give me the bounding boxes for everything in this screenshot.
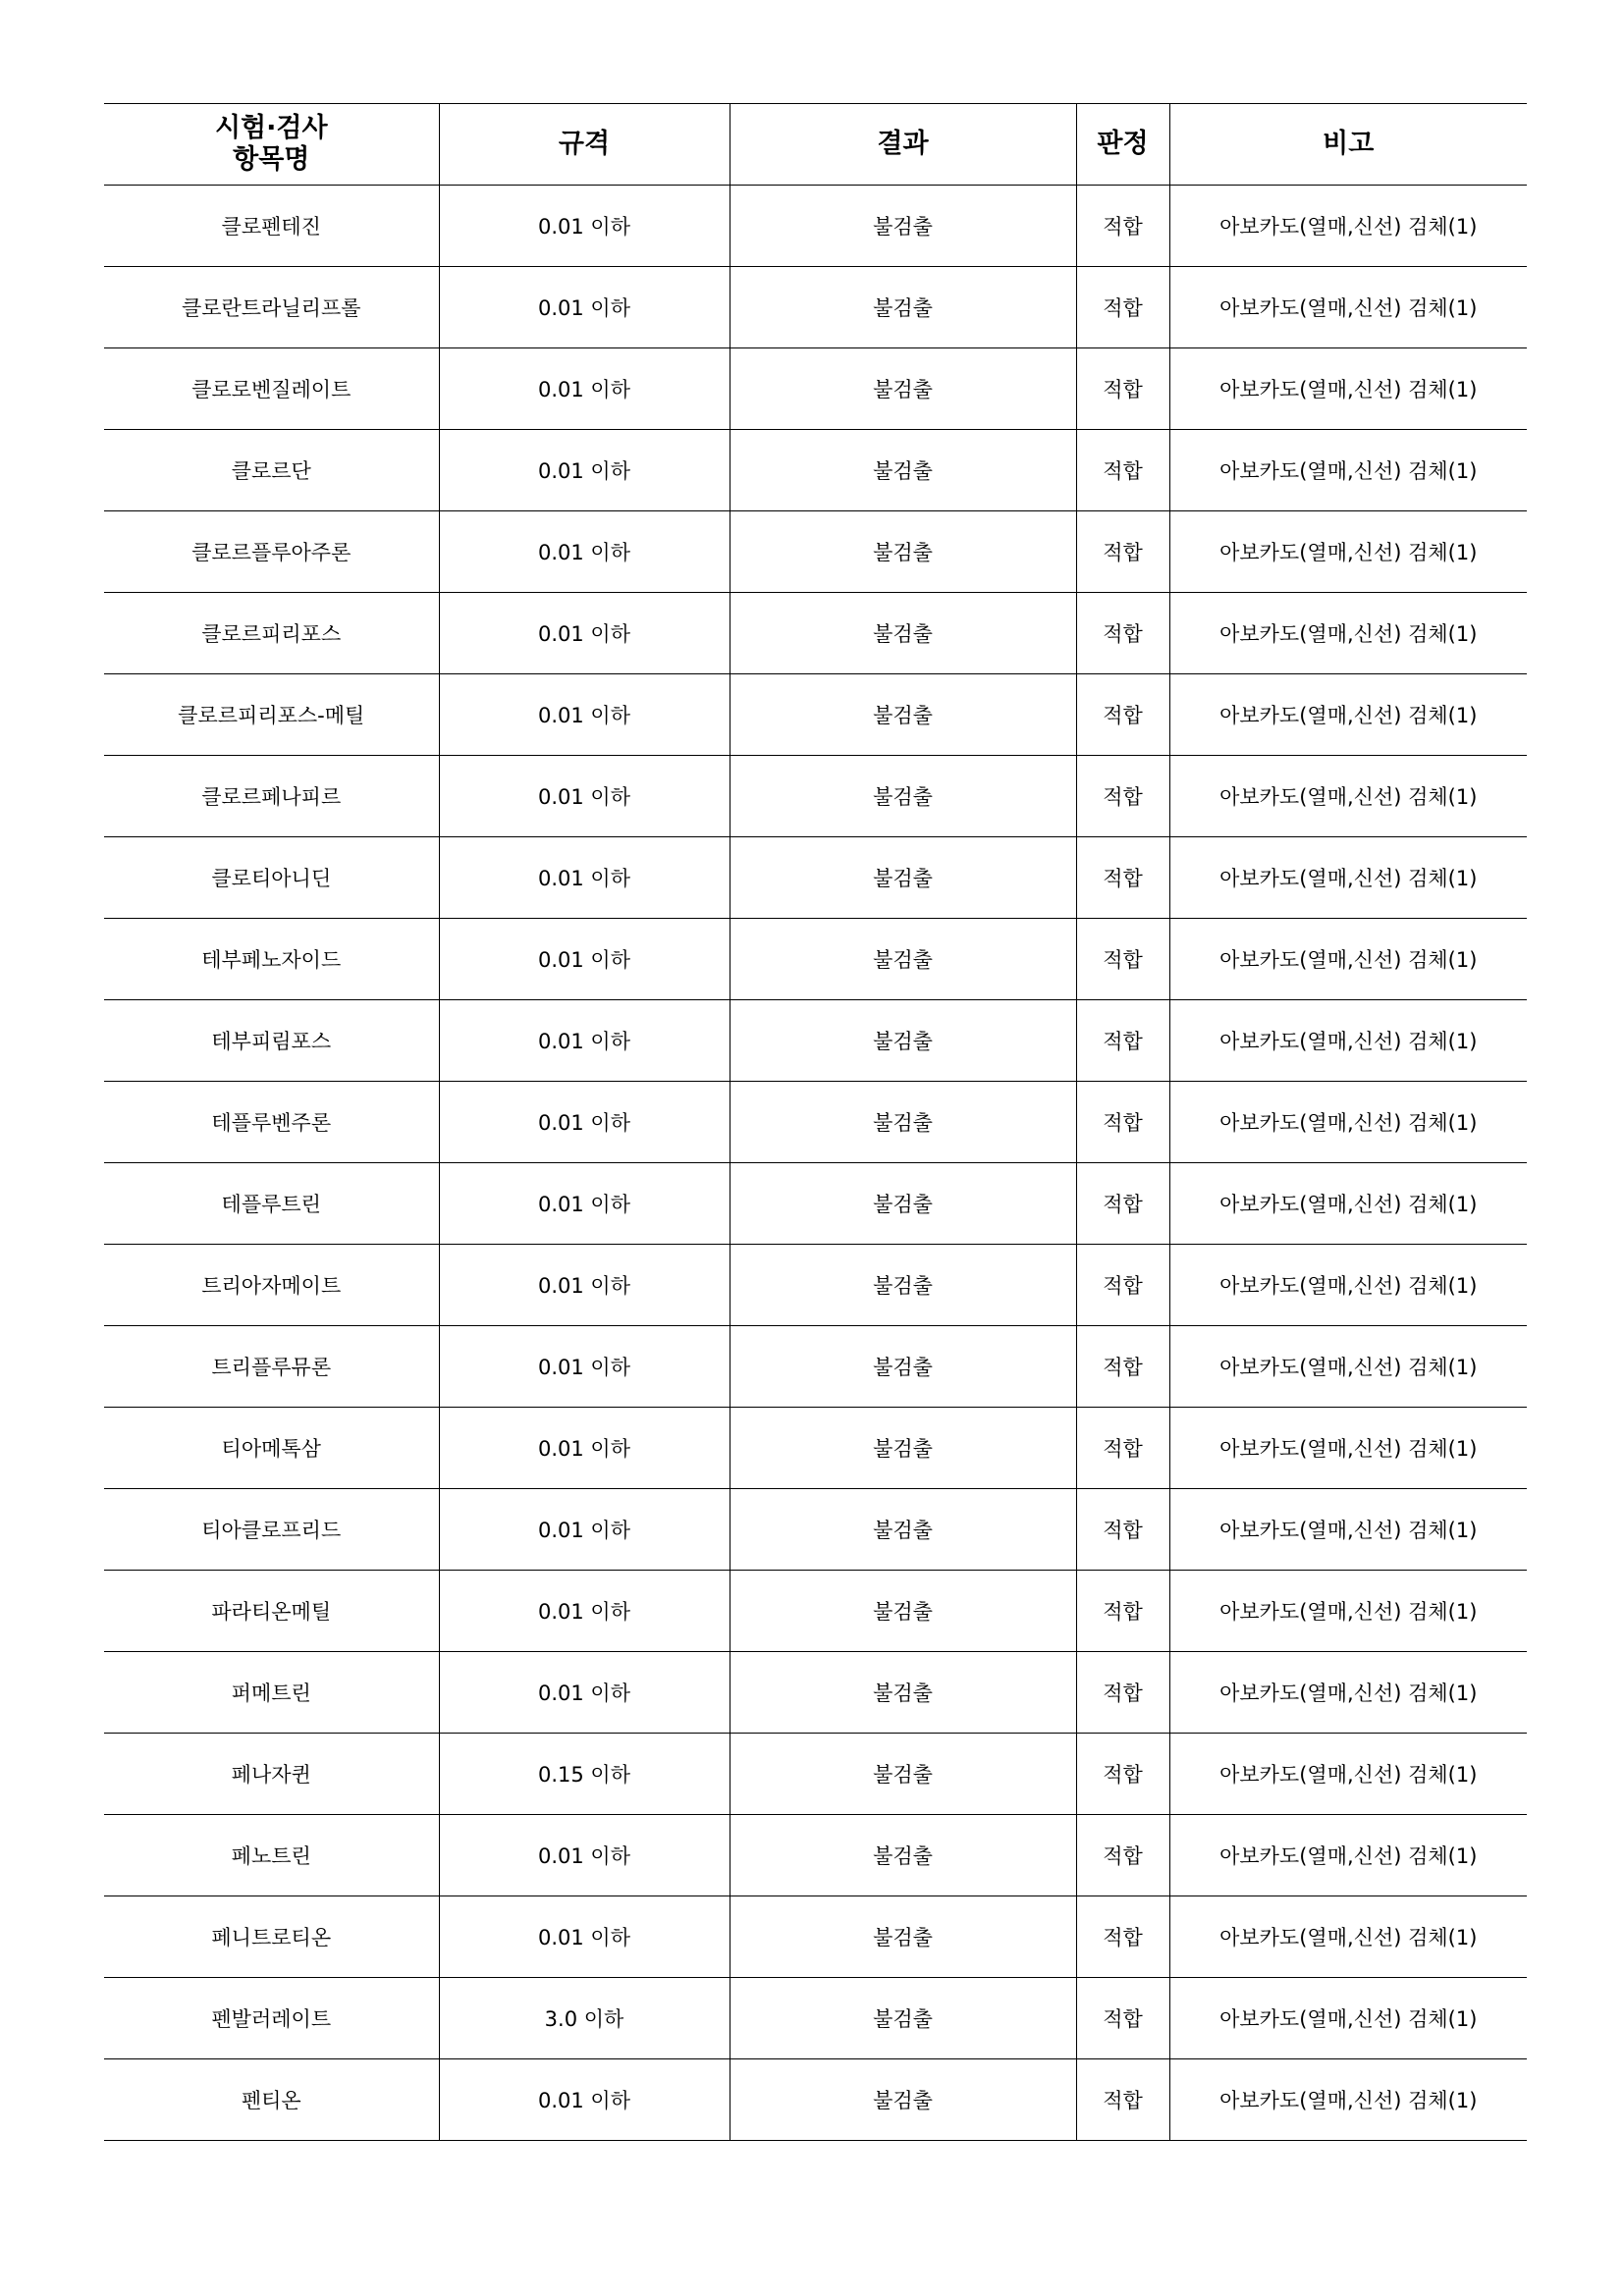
table-row — [104, 837, 1527, 919]
cell-judgment: 적합 — [1076, 593, 1169, 674]
header-item-name-line1: 시험·검사 — [214, 113, 328, 143]
header-judgment: 판정 — [1076, 104, 1169, 186]
cell-result: 불검출 — [730, 430, 1076, 511]
cell-spec: 0.01 이하 — [439, 430, 730, 511]
table-row — [104, 1571, 1527, 1652]
cell-spec: 0.01 이하 — [439, 837, 730, 919]
table-row — [104, 430, 1527, 511]
cell-note: 아보카도(열매,신선) 검체(1) — [1169, 1326, 1527, 1408]
cell-item-name: 페나자퀸 — [104, 1734, 439, 1815]
table-row — [104, 1734, 1527, 1815]
cell-result: 불검출 — [730, 2059, 1076, 2141]
cell-item-name: 테플루트린 — [104, 1163, 439, 1245]
cell-note: 아보카도(열매,신선) 검체(1) — [1169, 1571, 1527, 1652]
cell-item-name: 파라티온메틸 — [104, 1571, 439, 1652]
cell-spec: 0.01 이하 — [439, 756, 730, 837]
cell-note: 아보카도(열매,신선) 검체(1) — [1169, 511, 1527, 593]
cell-result: 불검출 — [730, 511, 1076, 593]
cell-spec: 0.01 이하 — [439, 674, 730, 756]
table-row — [104, 1082, 1527, 1163]
table-row — [104, 1245, 1527, 1326]
cell-judgment: 적합 — [1076, 430, 1169, 511]
cell-judgment: 적합 — [1076, 1408, 1169, 1489]
cell-note: 아보카도(열매,신선) 검체(1) — [1169, 1082, 1527, 1163]
cell-spec: 0.01 이하 — [439, 1000, 730, 1082]
cell-note: 아보카도(열매,신선) 검체(1) — [1169, 348, 1527, 430]
cell-judgment: 적합 — [1076, 186, 1169, 267]
cell-judgment: 적합 — [1076, 1000, 1169, 1082]
cell-item-name: 펜발러레이트 — [104, 1978, 439, 2059]
cell-note: 아보카도(열매,신선) 검체(1) — [1169, 674, 1527, 756]
table-row — [104, 1896, 1527, 1978]
cell-spec: 0.01 이하 — [439, 1571, 730, 1652]
cell-result: 불검출 — [730, 1896, 1076, 1978]
cell-item-name: 클로란트라닐리프롤 — [104, 267, 439, 348]
cell-spec: 0.15 이하 — [439, 1734, 730, 1815]
cell-judgment: 적합 — [1076, 1163, 1169, 1245]
header-result: 결과 — [730, 104, 1076, 186]
cell-result: 불검출 — [730, 1082, 1076, 1163]
cell-spec: 0.01 이하 — [439, 267, 730, 348]
table-row — [104, 756, 1527, 837]
cell-item-name: 트리아자메이트 — [104, 1245, 439, 1326]
cell-note: 아보카도(열매,신선) 검체(1) — [1169, 837, 1527, 919]
table-header — [104, 104, 1527, 186]
table-row — [104, 2059, 1527, 2141]
cell-note: 아보카도(열매,신선) 검체(1) — [1169, 1408, 1527, 1489]
cell-item-name: 페니트로티온 — [104, 1896, 439, 1978]
table-row — [104, 1489, 1527, 1571]
cell-spec: 0.01 이하 — [439, 1815, 730, 1896]
cell-judgment: 적합 — [1076, 511, 1169, 593]
cell-spec: 0.01 이하 — [439, 1408, 730, 1489]
cell-item-name: 클로펜테진 — [104, 186, 439, 267]
cell-result: 불검출 — [730, 1408, 1076, 1489]
table-row — [104, 348, 1527, 430]
cell-spec: 0.01 이하 — [439, 2059, 730, 2141]
table-row — [104, 919, 1527, 1000]
table-row — [104, 593, 1527, 674]
cell-note: 아보카도(열매,신선) 검체(1) — [1169, 1815, 1527, 1896]
table-row — [104, 1408, 1527, 1489]
cell-item-name: 테부피림포스 — [104, 1000, 439, 1082]
cell-judgment: 적합 — [1076, 1978, 1169, 2059]
cell-result: 불검출 — [730, 837, 1076, 919]
cell-note: 아보카도(열매,신선) 검체(1) — [1169, 1000, 1527, 1082]
cell-result: 불검출 — [730, 919, 1076, 1000]
cell-judgment: 적합 — [1076, 1326, 1169, 1408]
cell-result: 불검출 — [730, 1245, 1076, 1326]
cell-judgment: 적합 — [1076, 674, 1169, 756]
cell-note: 아보카도(열매,신선) 검체(1) — [1169, 1652, 1527, 1734]
cell-judgment: 적합 — [1076, 1815, 1169, 1896]
cell-item-name: 테부페노자이드 — [104, 919, 439, 1000]
cell-item-name: 펜티온 — [104, 2059, 439, 2141]
cell-judgment: 적합 — [1076, 267, 1169, 348]
cell-item-name: 클로로벤질레이트 — [104, 348, 439, 430]
cell-item-name: 티아메톡삼 — [104, 1408, 439, 1489]
cell-result: 불검출 — [730, 1978, 1076, 2059]
table-row — [104, 1652, 1527, 1734]
table-row — [104, 267, 1527, 348]
table-row — [104, 186, 1527, 267]
cell-item-name: 클로르페나피르 — [104, 756, 439, 837]
table-row — [104, 1978, 1527, 2059]
cell-spec: 0.01 이하 — [439, 1896, 730, 1978]
cell-item-name: 클로르단 — [104, 430, 439, 511]
cell-result: 불검출 — [730, 186, 1076, 267]
cell-spec: 0.01 이하 — [439, 186, 730, 267]
cell-judgment: 적합 — [1076, 1734, 1169, 1815]
cell-note: 아보카도(열매,신선) 검체(1) — [1169, 1978, 1527, 2059]
cell-result: 불검출 — [730, 1734, 1076, 1815]
cell-result: 불검출 — [730, 1571, 1076, 1652]
cell-spec: 0.01 이하 — [439, 1082, 730, 1163]
table-row — [104, 511, 1527, 593]
cell-judgment: 적합 — [1076, 2059, 1169, 2141]
cell-spec: 0.01 이하 — [439, 1326, 730, 1408]
cell-judgment: 적합 — [1076, 1652, 1169, 1734]
header-spec: 규격 — [439, 104, 730, 186]
cell-note: 아보카도(열매,신선) 검체(1) — [1169, 593, 1527, 674]
cell-note: 아보카도(열매,신선) 검체(1) — [1169, 2059, 1527, 2141]
cell-result: 불검출 — [730, 1163, 1076, 1245]
cell-result: 불검출 — [730, 348, 1076, 430]
cell-spec: 0.01 이하 — [439, 1245, 730, 1326]
cell-judgment: 적합 — [1076, 348, 1169, 430]
cell-note: 아보카도(열매,신선) 검체(1) — [1169, 186, 1527, 267]
cell-note: 아보카도(열매,신선) 검체(1) — [1169, 1163, 1527, 1245]
table-row — [104, 1163, 1527, 1245]
cell-judgment: 적합 — [1076, 1489, 1169, 1571]
cell-note: 아보카도(열매,신선) 검체(1) — [1169, 267, 1527, 348]
cell-item-name: 퍼메트린 — [104, 1652, 439, 1734]
cell-spec: 0.01 이하 — [439, 1489, 730, 1571]
cell-spec: 0.01 이하 — [439, 593, 730, 674]
header-note: 비고 — [1169, 104, 1527, 186]
cell-judgment: 적합 — [1076, 756, 1169, 837]
table-row — [104, 674, 1527, 756]
header-row — [104, 104, 1527, 186]
cell-judgment: 적합 — [1076, 1571, 1169, 1652]
table-row — [104, 1326, 1527, 1408]
header-item-name-line2: 항목명 — [233, 144, 310, 175]
cell-item-name: 클로티아니딘 — [104, 837, 439, 919]
test-results-table — [104, 103, 1527, 2141]
cell-result: 불검출 — [730, 267, 1076, 348]
cell-result: 불검출 — [730, 1652, 1076, 1734]
cell-item-name: 클로르피리포스 — [104, 593, 439, 674]
cell-note: 아보카도(열매,신선) 검체(1) — [1169, 1489, 1527, 1571]
cell-item-name: 클로르피리포스-메틸 — [104, 674, 439, 756]
cell-note: 아보카도(열매,신선) 검체(1) — [1169, 756, 1527, 837]
cell-judgment: 적합 — [1076, 1082, 1169, 1163]
cell-result: 불검출 — [730, 756, 1076, 837]
cell-judgment: 적합 — [1076, 919, 1169, 1000]
table-body — [104, 186, 1527, 2141]
cell-item-name: 티아클로프리드 — [104, 1489, 439, 1571]
cell-note: 아보카도(열매,신선) 검체(1) — [1169, 430, 1527, 511]
cell-result: 불검출 — [730, 1326, 1076, 1408]
cell-spec: 0.01 이하 — [439, 919, 730, 1000]
cell-item-name: 클로르플루아주론 — [104, 511, 439, 593]
cell-item-name: 페노트린 — [104, 1815, 439, 1896]
cell-spec: 0.01 이하 — [439, 348, 730, 430]
cell-judgment: 적합 — [1076, 1896, 1169, 1978]
cell-spec: 3.0 이하 — [439, 1978, 730, 2059]
cell-spec: 0.01 이하 — [439, 1163, 730, 1245]
header-item-name — [104, 104, 439, 186]
cell-item-name: 트리플루뮤론 — [104, 1326, 439, 1408]
cell-spec: 0.01 이하 — [439, 1652, 730, 1734]
cell-spec: 0.01 이하 — [439, 511, 730, 593]
cell-note: 아보카도(열매,신선) 검체(1) — [1169, 1245, 1527, 1326]
cell-result: 불검출 — [730, 1489, 1076, 1571]
cell-result: 불검출 — [730, 1000, 1076, 1082]
cell-result: 불검출 — [730, 593, 1076, 674]
cell-result: 불검출 — [730, 674, 1076, 756]
table-row — [104, 1815, 1527, 1896]
cell-judgment: 적합 — [1076, 837, 1169, 919]
cell-note: 아보카도(열매,신선) 검체(1) — [1169, 1734, 1527, 1815]
cell-note: 아보카도(열매,신선) 검체(1) — [1169, 919, 1527, 1000]
table-row — [104, 1000, 1527, 1082]
cell-note: 아보카도(열매,신선) 검체(1) — [1169, 1896, 1527, 1978]
cell-judgment: 적합 — [1076, 1245, 1169, 1326]
cell-result: 불검출 — [730, 1815, 1076, 1896]
cell-item-name: 테플루벤주론 — [104, 1082, 439, 1163]
document-page — [104, 103, 1527, 2141]
